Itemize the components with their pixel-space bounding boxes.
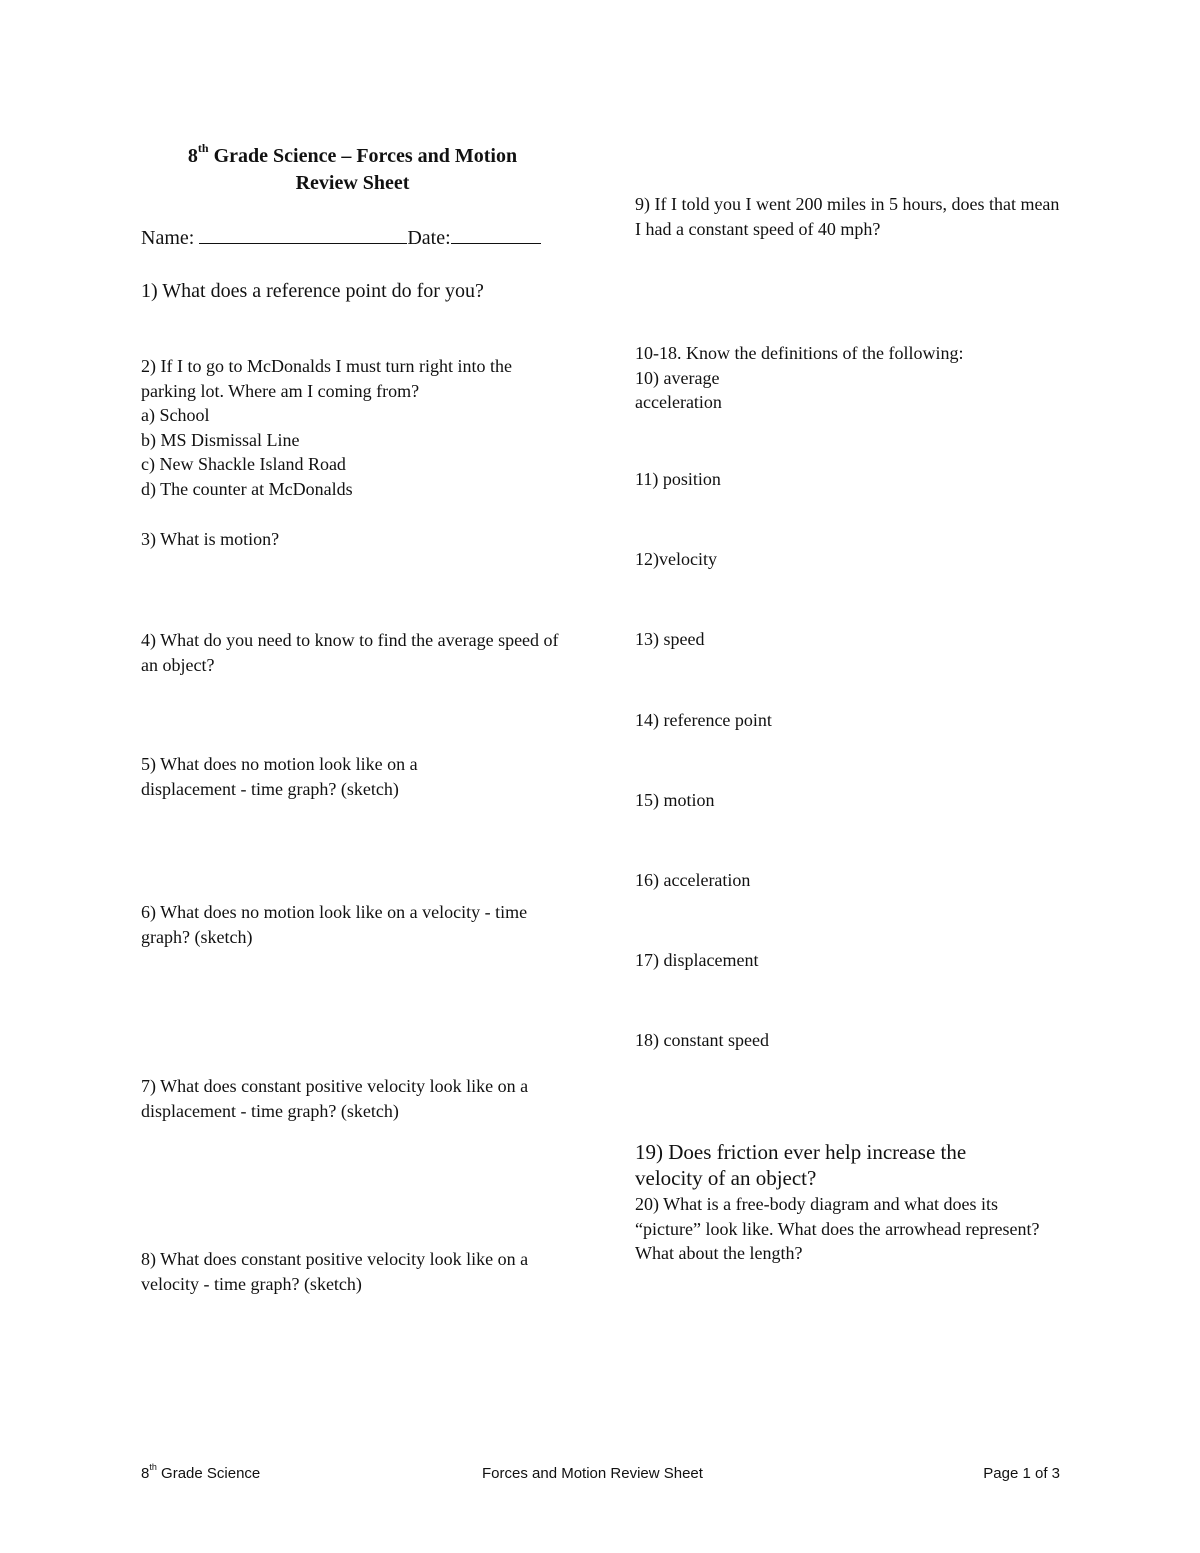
question-2-option-c: c) New Shackle Island Road [141,454,346,474]
footer-grade-number: 8 [141,1465,150,1482]
title-grade-suffix: th [197,140,209,155]
footer-grade-text: Grade Science [156,1465,261,1482]
question-20: 20) What is a free-body diagram and what does its “picture” look like. What does the arrowhead represent? What about the length? [635,1194,1040,1263]
question-2 [141,354,571,501]
page-title [140,140,565,197]
footer-grade-suffix: th [149,1462,157,1473]
definitions-section [635,341,1065,415]
question-8: 8) What does constant positive velocity look like on a velocity - time graph? (sketch) [141,1249,529,1294]
title-grade-number: 8 [187,145,198,167]
definition-18: 18) constant speed [635,1030,769,1050]
definition-17: 17) displacement [635,950,759,970]
date-label: Date: [407,227,451,249]
definition-16: 16) acceleration [635,870,751,890]
definition-10-line-1: 10) average [635,367,720,388]
question-5: 5) What does no motion look like on a displacement - time graph? (sketch) [141,754,418,799]
question-3: 3) What is motion? [141,529,280,549]
title-text: Grade Science – Forces and Motion [208,145,518,167]
question-9: 9) If I told you I went 200 miles in 5 hours, does that mean I had a constant speed of 40 mph? [635,194,1060,239]
name-blank[interactable] [199,225,407,244]
footer-center: Forces and Motion Review Sheet [482,1465,703,1482]
definition-14: 14) reference point [635,710,772,730]
definition-12: 12)velocity [635,549,717,569]
footer-page-number: Page 1 of 3 [983,1465,1060,1482]
question-2-text: 2) If I to go to McDonalds I must turn right into the parking lot. Where am I coming from? [141,356,512,401]
question-2-option-a: a) School [141,405,210,425]
definition-13: 13) speed [635,629,705,649]
definitions-intro: 10-18. Know the definitions of the following: [635,343,964,363]
question-1: 1) What does a reference point do for you? [141,280,484,302]
name-date-row [141,225,571,251]
title-line-1 [187,140,518,167]
question-19: 19) Does friction ever help increase the velocity of an object? [635,1140,967,1190]
name-label: Name: [141,227,200,249]
title-line-2: Review Sheet [295,172,410,194]
definition-10-line-2: acceleration [635,392,722,412]
definition-11: 11) position [635,469,721,489]
definition-15: 15) motion [635,790,715,810]
question-4: 4) What do you need to know to find the average speed of an object? [141,630,559,675]
question-6: 6) What does no motion look like on a velocity - time graph? (sketch) [141,902,528,947]
question-2-option-d: d) The counter at McDonalds [141,478,353,499]
question-7: 7) What does constant positive velocity look like on a displacement - time graph? (sketch) [141,1076,529,1121]
date-blank[interactable] [451,225,541,244]
footer-left [141,1462,261,1483]
question-2-option-b: b) MS Dismissal Line [141,429,300,450]
